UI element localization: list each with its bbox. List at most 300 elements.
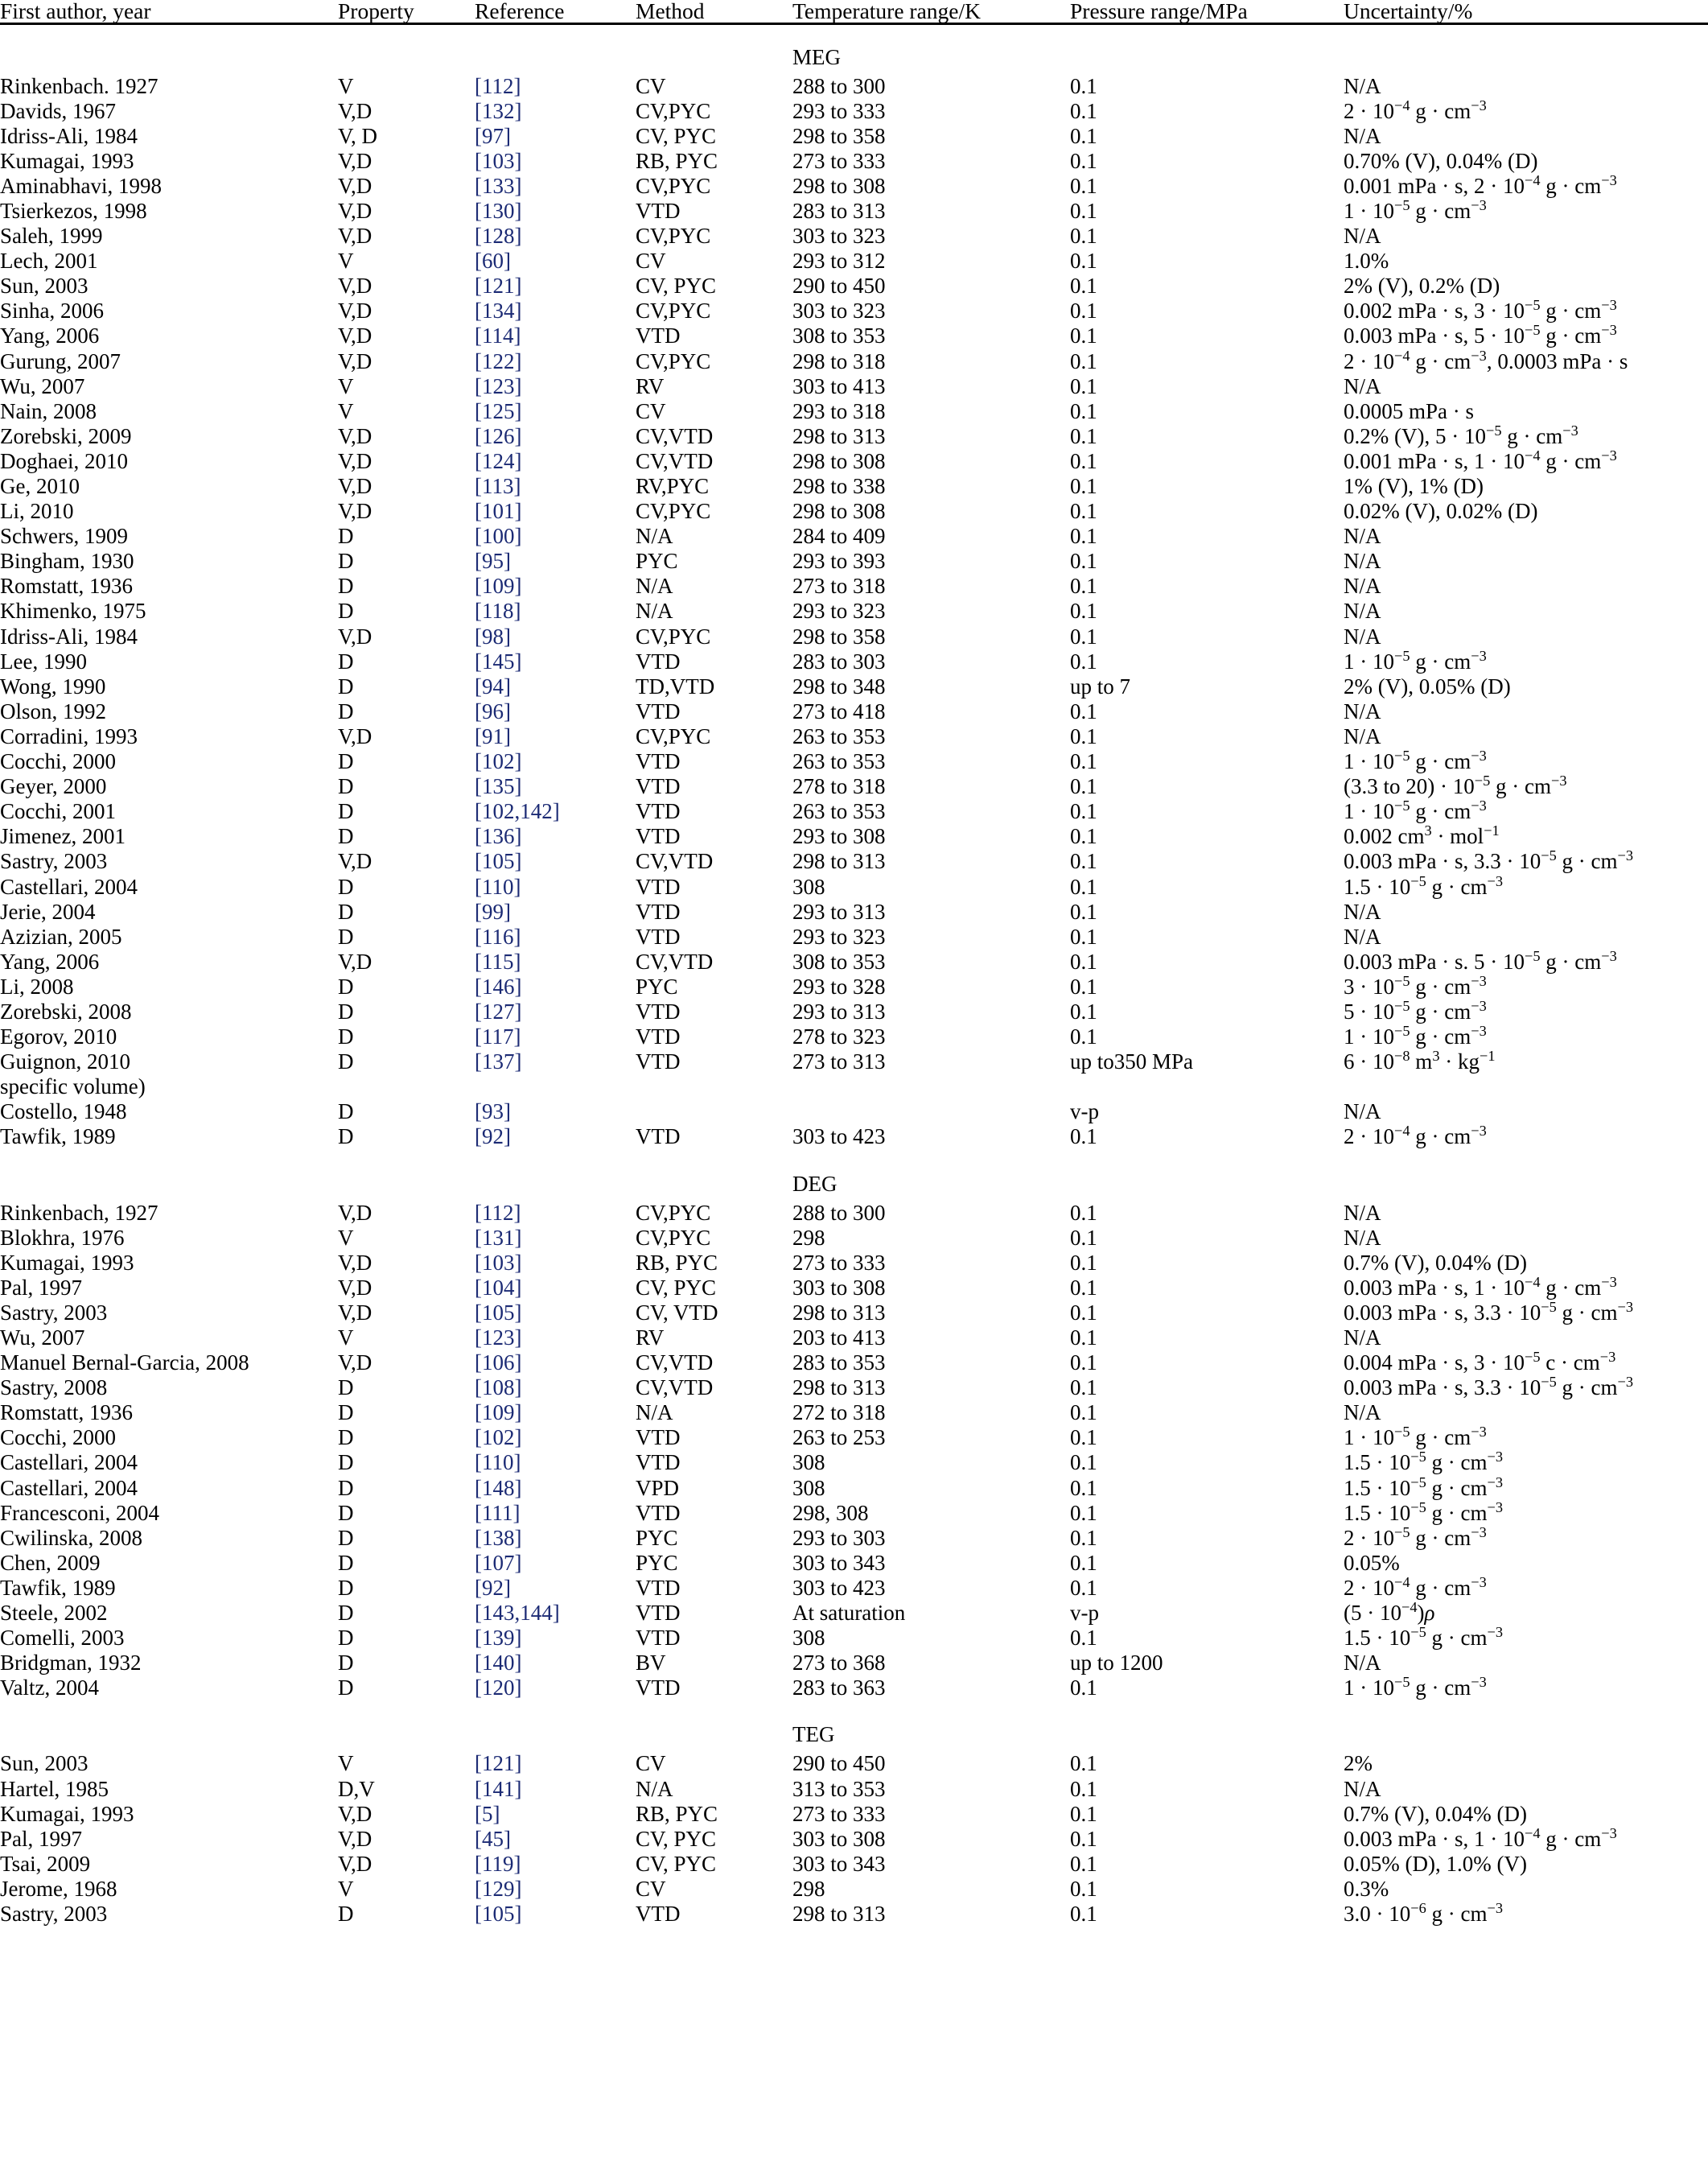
- cell-property: D: [338, 1375, 354, 1400]
- cell-temperature: 298 to 313: [792, 849, 886, 874]
- cell-reference[interactable]: [475, 826, 636, 851]
- cell-temperature: 293 to 313: [792, 999, 886, 1024]
- cell-uncertainty: 0.02% (V), 0.02% (D): [1344, 499, 1538, 524]
- reference-link[interactable]: [104]: [475, 1275, 522, 1300]
- reference-link[interactable]: [121]: [475, 1751, 522, 1776]
- cell-reference[interactable]: [475, 448, 636, 476]
- reference-link[interactable]: [137]: [475, 1049, 522, 1074]
- cell-temperature: 303 to 343: [792, 1550, 886, 1575]
- cell-property: D: [338, 799, 354, 824]
- cell-reference[interactable]: [475, 1001, 636, 1026]
- reference-link[interactable]: [115]: [475, 949, 521, 974]
- table-row: [0, 476, 1708, 501]
- cell-reference[interactable]: [475, 1627, 636, 1652]
- cell-reference[interactable]: [475, 1051, 636, 1076]
- cell-reference[interactable]: [475, 98, 636, 126]
- cell-reference[interactable]: [475, 876, 636, 901]
- cell-reference[interactable]: [475, 651, 636, 676]
- cell-reference[interactable]: [475, 1427, 636, 1452]
- table-row: [0, 200, 1708, 225]
- table-row: [0, 1478, 1708, 1502]
- table-row: [0, 1001, 1708, 1026]
- cell-method: CV,PYC: [636, 624, 711, 649]
- reference-link[interactable]: [110]: [475, 874, 521, 899]
- reference-link[interactable]: [141]: [475, 1776, 522, 1801]
- cell-property: D: [338, 524, 354, 549]
- cell-property: V: [338, 73, 354, 98]
- cell-reference[interactable]: [475, 73, 636, 101]
- cell-pressure: 0.1: [1070, 348, 1097, 373]
- cell-author: Pal, 1997: [0, 1826, 83, 1851]
- cell-reference[interactable]: [475, 1552, 636, 1577]
- cell-method: RV,PYC: [636, 474, 710, 498]
- cell-author: Idriss-Ali, 1984: [0, 624, 138, 649]
- cell-temperature: 298 to 338: [792, 474, 886, 498]
- reference-link[interactable]: [105]: [475, 849, 522, 874]
- reference-link[interactable]: [117]: [475, 1024, 521, 1049]
- reference-link[interactable]: [123]: [475, 373, 522, 398]
- cell-temperature: 298 to 308: [792, 499, 886, 524]
- cell-uncertainty: N/A: [1344, 723, 1381, 748]
- reference-link[interactable]: [140]: [475, 1651, 522, 1675]
- reference-link[interactable]: [134]: [475, 299, 522, 324]
- reference-link[interactable]: [139]: [475, 1626, 522, 1651]
- cell-reference[interactable]: [475, 1652, 636, 1677]
- cell-temperature: 290 to 450: [792, 274, 886, 299]
- cell-pressure: 0.1: [1070, 799, 1097, 824]
- cell-property: D: [338, 924, 354, 949]
- cell-reference[interactable]: [475, 575, 636, 600]
- reference-link[interactable]: [94]: [475, 674, 511, 699]
- cell-author: Jerie, 2004: [0, 899, 96, 924]
- cell-temperature: 298 to 308: [792, 448, 886, 473]
- reference-link[interactable]: [103]: [475, 1250, 522, 1275]
- cell-reference[interactable]: [475, 1352, 636, 1377]
- reference-link[interactable]: [148]: [475, 1475, 522, 1500]
- cell-reference[interactable]: [475, 976, 636, 1001]
- reference-link[interactable]: [95]: [475, 549, 511, 574]
- cell-uncertainty: $1 \cdot 10^{-5}$ $g \cdot cm^{-3}$: [1344, 1424, 1487, 1450]
- reference-link[interactable]: [105]: [475, 1300, 522, 1325]
- cell-temperature: 303 to 308: [792, 1826, 886, 1851]
- cell-temperature: 283 to 303: [792, 649, 886, 674]
- cell-reference[interactable]: [475, 1903, 636, 1928]
- cell-method: CV,VTD: [636, 423, 714, 448]
- cell-property: V,D: [338, 423, 372, 448]
- cell-pressure: 0.1: [1070, 924, 1097, 949]
- cell-reference[interactable]: [475, 1753, 636, 1778]
- reference-link[interactable]: [100]: [475, 524, 522, 549]
- reference-link[interactable]: [45]: [475, 1826, 511, 1851]
- reference-link[interactable]: [109]: [475, 574, 522, 599]
- reference-link[interactable]: [106]: [475, 1350, 522, 1375]
- cell-uncertainty: $1.5 \cdot 10^{-5}$ $g \cdot cm^{-3}$: [1344, 1624, 1504, 1651]
- cell-uncertainty: N/A: [1344, 1099, 1381, 1124]
- table-row: [0, 1753, 1708, 1778]
- reference-link[interactable]: [112]: [475, 73, 521, 98]
- cell-reference[interactable]: [475, 200, 636, 225]
- cell-method: CV,VTD: [636, 1375, 714, 1400]
- cell-pressure: 0.1: [1070, 1300, 1097, 1325]
- cell-property: D: [338, 574, 354, 599]
- column-header-temperature: Temperature range/K: [792, 0, 1070, 23]
- column-header-uncertainty: Uncertainty/%: [1344, 0, 1708, 23]
- cell-reference[interactable]: [475, 175, 636, 200]
- cell-reference[interactable]: [475, 1202, 636, 1227]
- cell-reference[interactable]: [475, 1302, 636, 1327]
- cell-property: V,D: [338, 723, 372, 748]
- cell-author: Jimenez, 2001: [0, 824, 126, 849]
- cell-author: Rinkenbach, 1927: [0, 1200, 158, 1225]
- cell-reference[interactable]: [475, 1277, 636, 1302]
- cell-reference[interactable]: [475, 1803, 636, 1828]
- cell-pressure: 0.1: [1070, 1475, 1097, 1500]
- cell-temperature: 298 to 358: [792, 123, 886, 148]
- cell-reference[interactable]: [475, 1402, 636, 1427]
- cell-property: V, D: [338, 123, 378, 148]
- table-row: [0, 626, 1708, 651]
- reference-link[interactable]: [126]: [475, 423, 522, 448]
- cell-uncertainty: $1 \cdot 10^{-5}$ $g \cdot cm^{-3}$: [1344, 1023, 1487, 1049]
- cell-pressure: 0.1: [1070, 1876, 1097, 1901]
- reference-link[interactable]: [103]: [475, 148, 522, 173]
- reference-link[interactable]: [123]: [475, 1325, 522, 1350]
- cell-pressure: 0.1: [1070, 148, 1097, 173]
- section-pad: [1344, 1724, 1708, 1753]
- cell-reference[interactable]: [475, 1602, 636, 1627]
- reference-link[interactable]: [120]: [475, 1675, 522, 1700]
- cell-property: V,D: [338, 299, 372, 324]
- reference-link[interactable]: [136]: [475, 824, 522, 849]
- reference-link[interactable]: [131]: [475, 1225, 522, 1250]
- cell-pressure: 0.1: [1070, 1626, 1097, 1651]
- cell-property: D: [338, 549, 354, 574]
- table-row: [0, 250, 1708, 275]
- reference-link[interactable]: [92]: [475, 1575, 511, 1600]
- cell-reference[interactable]: [475, 150, 636, 175]
- cell-method: VTD: [636, 799, 681, 824]
- cell-author: Sastry, 2003: [0, 1300, 108, 1325]
- cell-reference[interactable]: [475, 1878, 636, 1903]
- cell-temperature: 308: [792, 1450, 825, 1475]
- cell-pressure: 0.1: [1070, 749, 1097, 774]
- reference-link[interactable]: [101]: [475, 499, 522, 524]
- cell-reference[interactable]: [475, 1026, 636, 1051]
- reference-link[interactable]: [113]: [475, 474, 521, 498]
- cell-uncertainty: 2% (V), 0.2% (D): [1344, 274, 1500, 299]
- cell-author: Sun, 2003: [0, 274, 88, 299]
- reference-link[interactable]: [135]: [475, 774, 522, 799]
- cell-temperature: 298: [792, 1225, 825, 1250]
- cell-uncertainty: N/A: [1344, 599, 1381, 624]
- reference-link[interactable]: [119]: [475, 1851, 521, 1876]
- reference-link[interactable]: [132]: [475, 98, 522, 123]
- section-label-deg: DEG: [792, 1171, 838, 1196]
- cell-reference[interactable]: [475, 501, 636, 526]
- cell-reference[interactable]: [475, 600, 636, 625]
- cell-method: CV,PYC: [636, 1200, 711, 1225]
- cell-property: D: [338, 1601, 354, 1626]
- cell-uncertainty: N/A: [1344, 1776, 1381, 1801]
- cell-uncertainty: 2% (V), 0.05% (D): [1344, 674, 1511, 699]
- cell-uncertainty: $1 \cdot 10^{-5}$ $g \cdot cm^{-3}$: [1344, 196, 1487, 223]
- reference-link[interactable]: [5]: [475, 1801, 500, 1826]
- cell-uncertainty: 0.70% (V), 0.04% (D): [1344, 148, 1538, 173]
- cell-reference[interactable]: [475, 275, 636, 300]
- cell-pressure: 0.1: [1070, 574, 1097, 599]
- cell-reference[interactable]: [475, 1126, 636, 1151]
- cell-reference[interactable]: [475, 225, 636, 250]
- cell-property: D: [338, 974, 354, 999]
- cell-temperature: 290 to 450: [792, 1751, 886, 1776]
- cell-author: Geyer, 2000: [0, 774, 107, 799]
- cell-author: Zorebski, 2009: [0, 423, 132, 448]
- reference-link[interactable]: [60]: [475, 249, 511, 274]
- cell-property: V,D: [338, 499, 372, 524]
- table-row: [0, 426, 1708, 451]
- table-row: [0, 926, 1708, 951]
- table-row: [0, 1828, 1708, 1853]
- reference-link[interactable]: [146]: [475, 974, 522, 999]
- reference-link[interactable]: [110]: [475, 1450, 521, 1475]
- table-row: [0, 76, 1708, 101]
- cell-pressure: up to 7: [1070, 674, 1131, 699]
- cell-reference[interactable]: [475, 1828, 636, 1853]
- cell-temperature: 283 to 363: [792, 1675, 886, 1700]
- cell-method: RB, PYC: [636, 1801, 718, 1826]
- cell-temperature: 293 to 393: [792, 549, 886, 574]
- cell-reference[interactable]: [475, 325, 636, 350]
- reference-link[interactable]: [122]: [475, 348, 522, 373]
- reference-link[interactable]: [143,144]: [475, 1601, 560, 1626]
- cell-method: VTD: [636, 874, 681, 899]
- cell-reference[interactable]: [475, 423, 636, 451]
- cell-pressure: 0.1: [1070, 1450, 1097, 1475]
- cell-property: V,D: [338, 1200, 372, 1225]
- cell-uncertainty: 0.002 $cm^3 \cdot mol^{-1}$: [1344, 822, 1500, 849]
- reference-link[interactable]: [145]: [475, 649, 522, 674]
- reference-link[interactable]: [133]: [475, 173, 522, 198]
- reference-link[interactable]: [116]: [475, 924, 521, 949]
- cell-reference[interactable]: [475, 1502, 636, 1527]
- table-row: [0, 275, 1708, 300]
- reference-link[interactable]: [118]: [475, 599, 521, 624]
- table-row: [0, 826, 1708, 851]
- cell-author: Kumagai, 1993: [0, 148, 134, 173]
- cell-reference[interactable]: [475, 526, 636, 550]
- reference-link[interactable]: [97]: [475, 123, 511, 148]
- cell-temperature: 288 to 300: [792, 73, 886, 98]
- cell-uncertainty: 0.001 mPa · s, $2 \cdot 10^{-4}$ $g \cdot cm^{-3}$: [1344, 171, 1617, 198]
- cell-reference[interactable]: [475, 751, 636, 776]
- column-header-reference: Reference: [475, 0, 636, 23]
- cell-author: Kumagai, 1993: [0, 1250, 134, 1275]
- cell-method: CV: [636, 73, 666, 98]
- cell-pressure: 0.1: [1070, 423, 1097, 448]
- cell-reference[interactable]: [475, 1101, 636, 1126]
- cell-author: Castellari, 2004: [0, 874, 138, 899]
- cell-reference[interactable]: [475, 1776, 636, 1803]
- cell-author: Egorov, 2010: [0, 1024, 117, 1049]
- reference-link[interactable]: [99]: [475, 899, 511, 924]
- cell-author: Tsai, 2009: [0, 1851, 91, 1876]
- cell-method: VTD: [636, 1675, 681, 1700]
- cell-author: Wu, 2007: [0, 1325, 85, 1350]
- section-label-meg: MEG: [792, 44, 841, 69]
- cell-reference[interactable]: [475, 851, 636, 876]
- cell-method: VTD: [636, 1450, 681, 1475]
- reference-link[interactable]: [96]: [475, 699, 511, 723]
- section-pad: [0, 1724, 792, 1753]
- cell-reference[interactable]: [475, 926, 636, 951]
- cell-property: D: [338, 649, 354, 674]
- reference-link[interactable]: [109]: [475, 1400, 522, 1425]
- reference-link[interactable]: [102]: [475, 1425, 522, 1450]
- cell-method: RV: [636, 1325, 665, 1350]
- cell-temperature: [792, 1076, 1070, 1101]
- cell-temperature: 288 to 300: [792, 1200, 886, 1225]
- cell-pressure: 0.1: [1070, 1575, 1097, 1600]
- cell-temperature: 293 to 333: [792, 98, 886, 123]
- reference-link[interactable]: [102,142]: [475, 799, 560, 824]
- cell-reference[interactable]: [475, 1677, 636, 1702]
- cell-pressure: up to 1200: [1070, 1651, 1163, 1675]
- cell-temperature: 308 to 353: [792, 949, 886, 974]
- cell-reference[interactable]: [475, 1227, 636, 1252]
- cell-pressure: 0.1: [1070, 1375, 1097, 1400]
- cell-reference[interactable]: [475, 1577, 636, 1602]
- cell-pressure: 0.1: [1070, 324, 1097, 348]
- cell-temperature: 273 to 333: [792, 148, 886, 173]
- cell-reference[interactable]: [475, 676, 636, 701]
- table-row: [0, 901, 1708, 926]
- reference-link[interactable]: [112]: [475, 1200, 521, 1225]
- table-row: [0, 1552, 1708, 1577]
- cell-uncertainty: $2 \cdot 10^{-4}$ $g \cdot cm^{-3}$: [1344, 97, 1487, 123]
- cell-property: D: [338, 1400, 354, 1425]
- cell-uncertainty: 0.0005 mPa · s: [1344, 398, 1474, 423]
- cell-reference[interactable]: [475, 1377, 636, 1402]
- cell-property: V,D: [338, 1250, 372, 1275]
- cell-reference[interactable]: [475, 801, 636, 826]
- cell-reference[interactable]: [475, 250, 636, 275]
- cell-property: V: [338, 1225, 354, 1250]
- reference-link[interactable]: [125]: [475, 398, 522, 423]
- cell-method: CV, PYC: [636, 123, 717, 148]
- reference-link[interactable]: [127]: [475, 999, 522, 1024]
- cell-temperature: 203 to 413: [792, 1325, 886, 1350]
- cell-reference[interactable]: [475, 476, 636, 501]
- cell-author: Doghaei, 2010: [0, 448, 128, 473]
- reference-link[interactable]: [107]: [475, 1550, 522, 1575]
- cell-pressure: 0.1: [1070, 299, 1097, 324]
- cell-pressure: 0.1: [1070, 474, 1097, 498]
- cell-temperature: 263 to 353: [792, 799, 886, 824]
- table-row: [0, 876, 1708, 901]
- cell-reference[interactable]: [475, 951, 636, 976]
- cell-pressure: 0.1: [1070, 173, 1097, 198]
- cell-reference[interactable]: [475, 1452, 636, 1477]
- reference-link[interactable]: [130]: [475, 198, 522, 223]
- cell-property: V,D: [338, 198, 372, 223]
- cell-reference[interactable]: [475, 300, 636, 325]
- cell-reference[interactable]: [475, 123, 636, 150]
- table-row: [0, 1652, 1708, 1677]
- cell-method: PYC: [636, 549, 678, 574]
- cell-pressure: 0.1: [1070, 448, 1097, 473]
- cell-reference[interactable]: [475, 626, 636, 651]
- cell-property: V: [338, 373, 354, 398]
- cell-property: V: [338, 1876, 354, 1901]
- cell-reference[interactable]: [475, 1853, 636, 1878]
- cell-temperature: 293 to 323: [792, 924, 886, 949]
- reference-link[interactable]: [91]: [475, 723, 511, 748]
- cell-reference[interactable]: [475, 1252, 636, 1277]
- cell-temperature: 293 to 328: [792, 974, 886, 999]
- cell-reference[interactable]: [475, 373, 636, 401]
- cell-author: Tawfik, 1989: [0, 1124, 116, 1149]
- cell-uncertainty: N/A: [1344, 549, 1381, 574]
- reference-link[interactable]: [124]: [475, 448, 522, 473]
- reference-link[interactable]: [129]: [475, 1876, 522, 1901]
- reference-link[interactable]: [138]: [475, 1525, 522, 1550]
- cell-author: Wong, 1990: [0, 674, 106, 699]
- cell-reference[interactable]: [475, 1527, 636, 1552]
- cell-pressure: 0.1: [1070, 524, 1097, 549]
- cell-reference[interactable]: [475, 550, 636, 575]
- section-pad: [1070, 1173, 1344, 1202]
- cell-reference[interactable]: [475, 723, 636, 751]
- cell-author: Cwilinska, 2008: [0, 1525, 143, 1550]
- table-row: [0, 225, 1708, 250]
- reference-link[interactable]: [128]: [475, 224, 522, 249]
- cell-reference[interactable]: [475, 348, 636, 376]
- reference-link[interactable]: [114]: [475, 324, 521, 348]
- cell-method: CV,VTD: [636, 448, 714, 473]
- cell-uncertainty: $3 \cdot 10^{-5}$ $g \cdot cm^{-3}$: [1344, 972, 1487, 999]
- reference-link[interactable]: [105]: [475, 1901, 522, 1926]
- cell-method: CV,PYC: [636, 1225, 711, 1250]
- cell-reference[interactable]: [475, 1475, 636, 1502]
- cell-uncertainty: $2 \cdot 10^{-4}$ $g \cdot cm^{-3}$: [1344, 1123, 1487, 1149]
- cell-uncertainty: 0.7% (V), 0.04% (D): [1344, 1801, 1527, 1826]
- cell-temperature: 303 to 423: [792, 1124, 886, 1149]
- table-row: [0, 1502, 1708, 1527]
- section-pad: [1070, 47, 1344, 76]
- cell-method: CV, PYC: [636, 274, 717, 299]
- reference-link[interactable]: [102]: [475, 749, 522, 774]
- reference-link[interactable]: [98]: [475, 624, 511, 649]
- cell-temperature: 273 to 368: [792, 1651, 886, 1675]
- cell-reference[interactable]: [475, 701, 636, 726]
- cell-property: V,D: [338, 324, 372, 348]
- reference-link[interactable]: [92]: [475, 1124, 511, 1149]
- reference-link[interactable]: [93]: [475, 1099, 511, 1124]
- reference-link[interactable]: [121]: [475, 274, 522, 299]
- cell-reference[interactable]: [475, 901, 636, 926]
- cell-uncertainty: N/A: [1344, 924, 1381, 949]
- table-row: [0, 1577, 1708, 1602]
- cell-reference[interactable]: [475, 398, 636, 426]
- cell-author: Costello, 1948: [0, 1099, 127, 1124]
- reference-link[interactable]: [108]: [475, 1375, 522, 1400]
- cell-reference[interactable]: [475, 776, 636, 801]
- cell-pressure: 0.1: [1070, 974, 1097, 999]
- cell-reference[interactable]: [475, 1327, 636, 1352]
- cell-temperature: 313 to 353: [792, 1776, 886, 1801]
- cell-author: Cocchi, 2000: [0, 749, 116, 774]
- reference-link[interactable]: [111]: [475, 1500, 521, 1525]
